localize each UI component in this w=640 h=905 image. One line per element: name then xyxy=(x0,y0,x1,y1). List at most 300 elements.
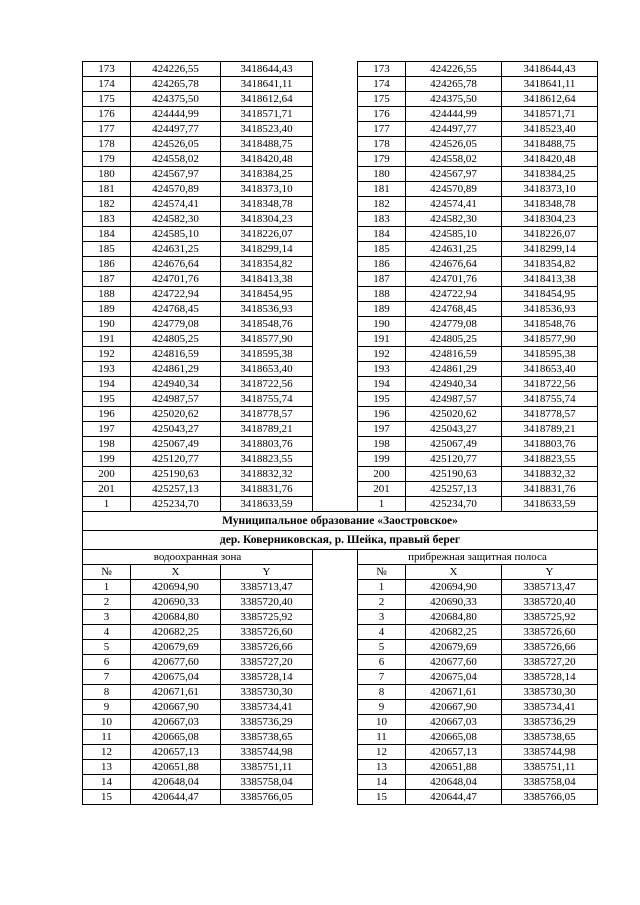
table-row xyxy=(83,715,598,730)
y-coordinate-left: 3418832,32 xyxy=(221,467,313,482)
point-number-right: 189 xyxy=(358,302,406,317)
table-row xyxy=(83,332,598,347)
x-coordinate-right: 424444,99 xyxy=(406,107,502,122)
x-coordinate-left: 424861,29 xyxy=(131,362,221,377)
y-coordinate-left: 3385727,20 xyxy=(221,655,313,670)
point-number-left: 199 xyxy=(83,452,131,467)
y-coordinate-right: 3418832,32 xyxy=(502,467,598,482)
column-gap xyxy=(313,92,358,107)
x-coordinate-left: 425120,77 xyxy=(131,452,221,467)
header-num-left: № xyxy=(83,565,131,580)
x-coordinate-left: 425190,63 xyxy=(131,467,221,482)
column-gap xyxy=(313,62,358,77)
table-row xyxy=(83,392,598,407)
x-coordinate-left: 420648,04 xyxy=(131,775,221,790)
y-coordinate-right: 3385766,05 xyxy=(502,790,598,805)
point-number-right: 176 xyxy=(358,107,406,122)
y-coordinate-right: 3418523,40 xyxy=(502,122,598,137)
table-row xyxy=(83,137,598,152)
column-gap xyxy=(313,77,358,92)
x-coordinate-right: 424779,08 xyxy=(406,317,502,332)
y-coordinate-right: 3418823,55 xyxy=(502,452,598,467)
x-coordinate-right: 420677,60 xyxy=(406,655,502,670)
column-gap xyxy=(313,565,358,580)
column-gap xyxy=(313,625,358,640)
x-coordinate-left: 424768,45 xyxy=(131,302,221,317)
column-gap xyxy=(313,655,358,670)
x-coordinate-right: 420657,13 xyxy=(406,745,502,760)
table-row xyxy=(83,197,598,212)
point-number-right: 6 xyxy=(358,655,406,670)
column-gap xyxy=(313,302,358,317)
y-coordinate-right: 3418577,90 xyxy=(502,332,598,347)
x-coordinate-right: 424582,30 xyxy=(406,212,502,227)
x-coordinate-right: 420651,88 xyxy=(406,760,502,775)
column-gap xyxy=(313,550,358,565)
x-coordinate-left: 420667,90 xyxy=(131,700,221,715)
y-coordinate-left: 3385736,29 xyxy=(221,715,313,730)
point-number-left: 192 xyxy=(83,347,131,362)
table-row xyxy=(83,437,598,452)
x-coordinate-right: 425020,62 xyxy=(406,407,502,422)
y-coordinate-right: 3418831,76 xyxy=(502,482,598,497)
x-coordinate-left: 420667,03 xyxy=(131,715,221,730)
x-coordinate-right: 425234,70 xyxy=(406,497,502,512)
y-coordinate-right: 3418373,10 xyxy=(502,182,598,197)
point-number-right: 13 xyxy=(358,760,406,775)
point-number-left: 13 xyxy=(83,760,131,775)
point-number-right: 182 xyxy=(358,197,406,212)
point-number-left: 176 xyxy=(83,107,131,122)
zone-title-row xyxy=(83,550,598,565)
x-coordinate-left: 424676,64 xyxy=(131,257,221,272)
table-row xyxy=(83,595,598,610)
bottom-coordinates-body xyxy=(83,580,598,805)
y-coordinate-right: 3418488,75 xyxy=(502,137,598,152)
column-gap xyxy=(313,377,358,392)
x-coordinate-left: 425043,27 xyxy=(131,422,221,437)
column-gap xyxy=(313,257,358,272)
x-coordinate-right: 420694,90 xyxy=(406,580,502,595)
y-coordinate-left: 3418641,11 xyxy=(221,77,313,92)
y-coordinate-right: 3418612,64 xyxy=(502,92,598,107)
y-coordinate-left: 3418823,55 xyxy=(221,452,313,467)
table-row xyxy=(83,790,598,805)
y-coordinate-left: 3418488,75 xyxy=(221,137,313,152)
point-number-left: 15 xyxy=(83,790,131,805)
x-coordinate-right: 424805,25 xyxy=(406,332,502,347)
x-coordinate-right: 425067,49 xyxy=(406,437,502,452)
right-zone-title: прибрежная защитная полоса xyxy=(358,550,598,565)
point-number-left: 193 xyxy=(83,362,131,377)
y-coordinate-right: 3385726,66 xyxy=(502,640,598,655)
x-coordinate-left: 424701,76 xyxy=(131,272,221,287)
x-coordinate-left: 424940,34 xyxy=(131,377,221,392)
column-gap xyxy=(313,760,358,775)
table-row xyxy=(83,655,598,670)
x-coordinate-left: 424558,02 xyxy=(131,152,221,167)
y-coordinate-left: 3418789,21 xyxy=(221,422,313,437)
point-number-right: 195 xyxy=(358,392,406,407)
column-gap xyxy=(313,670,358,685)
y-coordinate-right: 3385734,41 xyxy=(502,700,598,715)
y-coordinate-right: 3418413,38 xyxy=(502,272,598,287)
x-coordinate-right: 424497,77 xyxy=(406,122,502,137)
x-coordinate-right: 425120,77 xyxy=(406,452,502,467)
y-coordinate-right: 3418644,43 xyxy=(502,62,598,77)
point-number-left: 188 xyxy=(83,287,131,302)
column-gap xyxy=(313,392,358,407)
municipality-title: Муниципальное образование «Заостровское» xyxy=(83,512,598,531)
y-coordinate-left: 3418413,38 xyxy=(221,272,313,287)
y-coordinate-right: 3418633,59 xyxy=(502,497,598,512)
point-number-right: 200 xyxy=(358,467,406,482)
point-number-right: 2 xyxy=(358,595,406,610)
table-row xyxy=(83,92,598,107)
table-row xyxy=(83,625,598,640)
x-coordinate-right: 424526,05 xyxy=(406,137,502,152)
y-coordinate-right: 3385751,11 xyxy=(502,760,598,775)
point-number-left: 189 xyxy=(83,302,131,317)
table-row xyxy=(83,700,598,715)
table-row xyxy=(83,377,598,392)
point-number-left: 174 xyxy=(83,77,131,92)
column-gap xyxy=(313,242,358,257)
y-coordinate-left: 3418454,95 xyxy=(221,287,313,302)
column-gap xyxy=(313,745,358,760)
point-number-left: 5 xyxy=(83,640,131,655)
y-coordinate-left: 3418571,71 xyxy=(221,107,313,122)
x-coordinate-right: 424585,10 xyxy=(406,227,502,242)
x-coordinate-left: 420657,13 xyxy=(131,745,221,760)
table-row xyxy=(83,497,598,512)
point-number-left: 196 xyxy=(83,407,131,422)
y-coordinate-left: 3418803,76 xyxy=(221,437,313,452)
table-row xyxy=(83,227,598,242)
x-coordinate-right: 420667,90 xyxy=(406,700,502,715)
y-coordinate-right: 3385758,04 xyxy=(502,775,598,790)
point-number-right: 188 xyxy=(358,287,406,302)
column-gap xyxy=(313,580,358,595)
y-coordinate-left: 3418633,59 xyxy=(221,497,313,512)
y-coordinate-right: 3418778,57 xyxy=(502,407,598,422)
column-gap xyxy=(313,407,358,422)
point-number-right: 11 xyxy=(358,730,406,745)
x-coordinate-right: 424816,59 xyxy=(406,347,502,362)
column-gap xyxy=(313,775,358,790)
header-x-left: X xyxy=(131,565,221,580)
y-coordinate-left: 3385720,40 xyxy=(221,595,313,610)
x-coordinate-right: 420644,47 xyxy=(406,790,502,805)
x-coordinate-left: 424497,77 xyxy=(131,122,221,137)
x-coordinate-left: 424226,55 xyxy=(131,62,221,77)
table-row xyxy=(83,182,598,197)
y-coordinate-left: 3418653,40 xyxy=(221,362,313,377)
y-coordinate-right: 3385730,30 xyxy=(502,685,598,700)
header-num-right: № xyxy=(358,565,406,580)
point-number-left: 179 xyxy=(83,152,131,167)
point-number-left: 201 xyxy=(83,482,131,497)
x-coordinate-left: 420677,60 xyxy=(131,655,221,670)
y-coordinate-right: 3418571,71 xyxy=(502,107,598,122)
x-coordinate-right: 424940,34 xyxy=(406,377,502,392)
y-coordinate-left: 3418304,23 xyxy=(221,212,313,227)
y-coordinate-left: 3385728,14 xyxy=(221,670,313,685)
x-coordinate-right: 425257,13 xyxy=(406,482,502,497)
x-coordinate-left: 420671,61 xyxy=(131,685,221,700)
point-number-left: 9 xyxy=(83,700,131,715)
point-number-left: 197 xyxy=(83,422,131,437)
y-coordinate-left: 3385734,41 xyxy=(221,700,313,715)
y-coordinate-right: 3418722,56 xyxy=(502,377,598,392)
y-coordinate-right: 3418653,40 xyxy=(502,362,598,377)
column-gap xyxy=(313,317,358,332)
point-number-right: 14 xyxy=(358,775,406,790)
point-number-right: 201 xyxy=(358,482,406,497)
table-row xyxy=(83,257,598,272)
x-coordinate-left: 424574,41 xyxy=(131,197,221,212)
table-row xyxy=(83,167,598,182)
point-number-left: 198 xyxy=(83,437,131,452)
y-coordinate-left: 3418384,25 xyxy=(221,167,313,182)
column-gap xyxy=(313,212,358,227)
point-number-left: 186 xyxy=(83,257,131,272)
point-number-left: 187 xyxy=(83,272,131,287)
section-header xyxy=(83,512,598,580)
column-gap xyxy=(313,182,358,197)
y-coordinate-right: 3385726,60 xyxy=(502,625,598,640)
point-number-left: 178 xyxy=(83,137,131,152)
top-coordinates-body xyxy=(83,62,598,512)
y-coordinate-left: 3418354,82 xyxy=(221,257,313,272)
x-coordinate-right: 420684,80 xyxy=(406,610,502,625)
column-gap xyxy=(313,790,358,805)
x-coordinate-right: 424987,57 xyxy=(406,392,502,407)
table-row xyxy=(83,610,598,625)
x-coordinate-left: 424722,94 xyxy=(131,287,221,302)
x-coordinate-left: 424375,50 xyxy=(131,92,221,107)
y-coordinate-left: 3418778,57 xyxy=(221,407,313,422)
column-gap xyxy=(313,610,358,625)
coordinates-table xyxy=(82,61,598,805)
x-coordinate-left: 424526,05 xyxy=(131,137,221,152)
y-coordinate-left: 3418755,74 xyxy=(221,392,313,407)
y-coordinate-right: 3385713,47 xyxy=(502,580,598,595)
point-number-left: 191 xyxy=(83,332,131,347)
y-coordinate-right: 3418548,76 xyxy=(502,317,598,332)
point-number-right: 198 xyxy=(358,437,406,452)
x-coordinate-left: 424585,10 xyxy=(131,227,221,242)
point-number-right: 7 xyxy=(358,670,406,685)
table-row xyxy=(83,580,598,595)
column-gap xyxy=(313,107,358,122)
column-gap xyxy=(313,167,358,182)
column-header-row xyxy=(83,565,598,580)
y-coordinate-left: 3385766,05 xyxy=(221,790,313,805)
table-row xyxy=(83,152,598,167)
point-number-left: 14 xyxy=(83,775,131,790)
point-number-left: 180 xyxy=(83,167,131,182)
x-coordinate-right: 424631,25 xyxy=(406,242,502,257)
x-coordinate-right: 425043,27 xyxy=(406,422,502,437)
x-coordinate-right: 424226,55 xyxy=(406,62,502,77)
point-number-right: 179 xyxy=(358,152,406,167)
point-number-right: 177 xyxy=(358,122,406,137)
table-row xyxy=(83,287,598,302)
table-row xyxy=(83,242,598,257)
table-row xyxy=(83,670,598,685)
x-coordinate-right: 424558,02 xyxy=(406,152,502,167)
table-row xyxy=(83,77,598,92)
point-number-left: 182 xyxy=(83,197,131,212)
x-coordinate-left: 424779,08 xyxy=(131,317,221,332)
point-number-left: 7 xyxy=(83,670,131,685)
column-gap xyxy=(313,122,358,137)
point-number-right: 191 xyxy=(358,332,406,347)
y-coordinate-left: 3418831,76 xyxy=(221,482,313,497)
left-zone-title: водоохранная зона xyxy=(83,550,313,565)
point-number-right: 183 xyxy=(358,212,406,227)
x-coordinate-left: 420682,25 xyxy=(131,625,221,640)
point-number-right: 9 xyxy=(358,700,406,715)
point-number-right: 5 xyxy=(358,640,406,655)
point-number-left: 183 xyxy=(83,212,131,227)
y-coordinate-left: 3418644,43 xyxy=(221,62,313,77)
x-coordinate-right: 420665,08 xyxy=(406,730,502,745)
point-number-left: 8 xyxy=(83,685,131,700)
x-coordinate-left: 425257,13 xyxy=(131,482,221,497)
column-gap xyxy=(313,287,358,302)
point-number-right: 3 xyxy=(358,610,406,625)
x-coordinate-left: 420679,69 xyxy=(131,640,221,655)
x-coordinate-left: 420644,47 xyxy=(131,790,221,805)
x-coordinate-left: 425234,70 xyxy=(131,497,221,512)
table-row xyxy=(83,107,598,122)
y-coordinate-right: 3385727,20 xyxy=(502,655,598,670)
column-gap xyxy=(313,137,358,152)
x-coordinate-right: 420675,04 xyxy=(406,670,502,685)
y-coordinate-right: 3418803,76 xyxy=(502,437,598,452)
column-gap xyxy=(313,227,358,242)
y-coordinate-left: 3385751,11 xyxy=(221,760,313,775)
table-row xyxy=(83,640,598,655)
y-coordinate-right: 3418348,78 xyxy=(502,197,598,212)
x-coordinate-left: 424987,57 xyxy=(131,392,221,407)
column-gap xyxy=(313,422,358,437)
column-gap xyxy=(313,452,358,467)
y-coordinate-right: 3385725,92 xyxy=(502,610,598,625)
table-row xyxy=(83,745,598,760)
y-coordinate-left: 3418523,40 xyxy=(221,122,313,137)
x-coordinate-left: 425020,62 xyxy=(131,407,221,422)
x-coordinate-right: 424861,29 xyxy=(406,362,502,377)
column-gap xyxy=(313,685,358,700)
y-coordinate-right: 3385728,14 xyxy=(502,670,598,685)
point-number-right: 196 xyxy=(358,407,406,422)
point-number-left: 194 xyxy=(83,377,131,392)
municipality-row xyxy=(83,512,598,531)
y-coordinate-left: 3385730,30 xyxy=(221,685,313,700)
point-number-left: 184 xyxy=(83,227,131,242)
table-row xyxy=(83,317,598,332)
y-coordinate-right: 3418536,93 xyxy=(502,302,598,317)
point-number-left: 181 xyxy=(83,182,131,197)
column-gap xyxy=(313,197,358,212)
table-row xyxy=(83,685,598,700)
column-gap xyxy=(313,437,358,452)
table-row xyxy=(83,212,598,227)
y-coordinate-left: 3385726,66 xyxy=(221,640,313,655)
y-coordinate-left: 3385726,60 xyxy=(221,625,313,640)
point-number-right: 181 xyxy=(358,182,406,197)
point-number-right: 186 xyxy=(358,257,406,272)
x-coordinate-right: 424722,94 xyxy=(406,287,502,302)
table-row xyxy=(83,422,598,437)
point-number-right: 1 xyxy=(358,580,406,595)
column-gap xyxy=(313,332,358,347)
x-coordinate-right: 420679,69 xyxy=(406,640,502,655)
y-coordinate-left: 3418536,93 xyxy=(221,302,313,317)
x-coordinate-right: 424701,76 xyxy=(406,272,502,287)
x-coordinate-right: 424265,78 xyxy=(406,77,502,92)
x-coordinate-left: 420690,33 xyxy=(131,595,221,610)
point-number-right: 190 xyxy=(358,317,406,332)
y-coordinate-right: 3418420,48 xyxy=(502,152,598,167)
y-coordinate-right: 3418304,23 xyxy=(502,212,598,227)
point-number-right: 15 xyxy=(358,790,406,805)
table-row xyxy=(83,775,598,790)
x-coordinate-right: 424574,41 xyxy=(406,197,502,212)
y-coordinate-left: 3418373,10 xyxy=(221,182,313,197)
point-number-right: 10 xyxy=(358,715,406,730)
table-row xyxy=(83,407,598,422)
point-number-left: 2 xyxy=(83,595,131,610)
y-coordinate-left: 3418226,07 xyxy=(221,227,313,242)
x-coordinate-left: 424805,25 xyxy=(131,332,221,347)
y-coordinate-right: 3418755,74 xyxy=(502,392,598,407)
y-coordinate-right: 3418354,82 xyxy=(502,257,598,272)
y-coordinate-left: 3385744,98 xyxy=(221,745,313,760)
point-number-right: 192 xyxy=(358,347,406,362)
x-coordinate-left: 424567,97 xyxy=(131,167,221,182)
point-number-right: 12 xyxy=(358,745,406,760)
point-number-left: 1 xyxy=(83,580,131,595)
point-number-left: 1 xyxy=(83,497,131,512)
table-row xyxy=(83,302,598,317)
point-number-right: 193 xyxy=(358,362,406,377)
y-coordinate-right: 3418299,14 xyxy=(502,242,598,257)
point-number-right: 197 xyxy=(358,422,406,437)
point-number-right: 175 xyxy=(358,92,406,107)
point-number-right: 180 xyxy=(358,167,406,182)
header-y-right: Y xyxy=(502,565,598,580)
column-gap xyxy=(313,347,358,362)
point-number-left: 177 xyxy=(83,122,131,137)
point-number-left: 175 xyxy=(83,92,131,107)
column-gap xyxy=(313,700,358,715)
point-number-left: 10 xyxy=(83,715,131,730)
point-number-right: 194 xyxy=(358,377,406,392)
point-number-right: 178 xyxy=(358,137,406,152)
y-coordinate-right: 3418641,11 xyxy=(502,77,598,92)
x-coordinate-left: 420665,08 xyxy=(131,730,221,745)
y-coordinate-right: 3418789,21 xyxy=(502,422,598,437)
x-coordinate-right: 424768,45 xyxy=(406,302,502,317)
y-coordinate-right: 3418226,07 xyxy=(502,227,598,242)
x-coordinate-left: 420684,80 xyxy=(131,610,221,625)
point-number-left: 6 xyxy=(83,655,131,670)
point-number-left: 190 xyxy=(83,317,131,332)
